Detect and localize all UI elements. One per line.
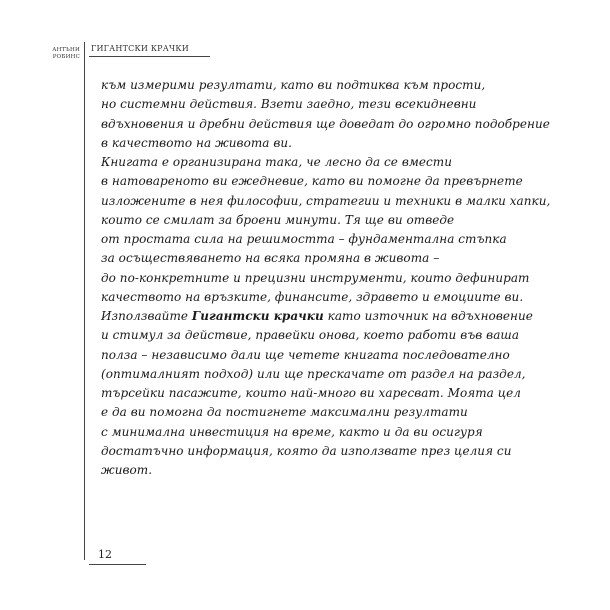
text-line: (оптималният подход) или ще прескачате от раздел на раздел, — [101, 366, 526, 381]
text-line: живот. — [101, 463, 153, 477]
text-line: изложените в нея философии, стратегии и техники в малки хапки, — [101, 193, 551, 208]
text-line: полза – независимо дали ще четете книгата последователно — [101, 347, 510, 362]
footer-rule — [89, 564, 146, 565]
text-line: за осъществяването на всяка промяна в живота – — [101, 251, 440, 266]
text-line: вдъхновения и дребни действия ще доведат до огромно подобрение — [101, 116, 550, 131]
running-title: ГИГАНТСКИ КРАЧКИ — [91, 44, 189, 53]
book-title: Гигантски крачки — [191, 309, 324, 323]
author-line: РОБИНС — [52, 54, 80, 60]
body-text — [101, 76, 551, 480]
text-line: с минимална инвестиция на време, както и да ви осигуря — [101, 424, 483, 439]
text-line: е да ви помогна да постигнете максимални резултати — [101, 405, 468, 420]
text-line: Книгата е организирана така, че лесно да се вмести — [101, 155, 452, 169]
page-number: 12 — [98, 548, 112, 561]
author-line: АНТЪНИ — [52, 47, 80, 53]
text-line: към измерими резултати, като ви подтиква към прости, — [101, 78, 486, 92]
text-segment: Използвайте — [101, 309, 192, 323]
text-line: от простата сила на решимостта – фундаментална стъпка — [101, 232, 507, 246]
text-line — [101, 307, 531, 326]
text-line: търсейки пасажите, които най-много ви харесват. Моята цел — [101, 386, 521, 400]
text-line: в качеството на живота ви. — [101, 135, 293, 150]
text-line: в натовареното ви ежедневие, като ви помогне да превърнете — [101, 174, 523, 189]
text-line: и стимул за действие, правейки онова, което работи във ваша — [101, 328, 520, 343]
text-line: качеството на връзките, финансите, здравето и емоциите ви. — [101, 289, 524, 304]
text-line: но системни действия. Взети заедно, тези всекидневни — [101, 97, 477, 112]
running-author — [26, 47, 80, 61]
vertical-rule — [84, 42, 85, 560]
text-line: достатъчно информация, която да използвате през целия си — [101, 443, 512, 458]
text-segment: като източник на вдъхновение — [323, 309, 533, 323]
text-line: които се смилат за броени минути. Тя ще ви отведе — [101, 212, 455, 227]
header-rule — [89, 56, 210, 57]
text-line: до по-конкретните и прецизни инструменти, които дефинират — [101, 270, 530, 285]
